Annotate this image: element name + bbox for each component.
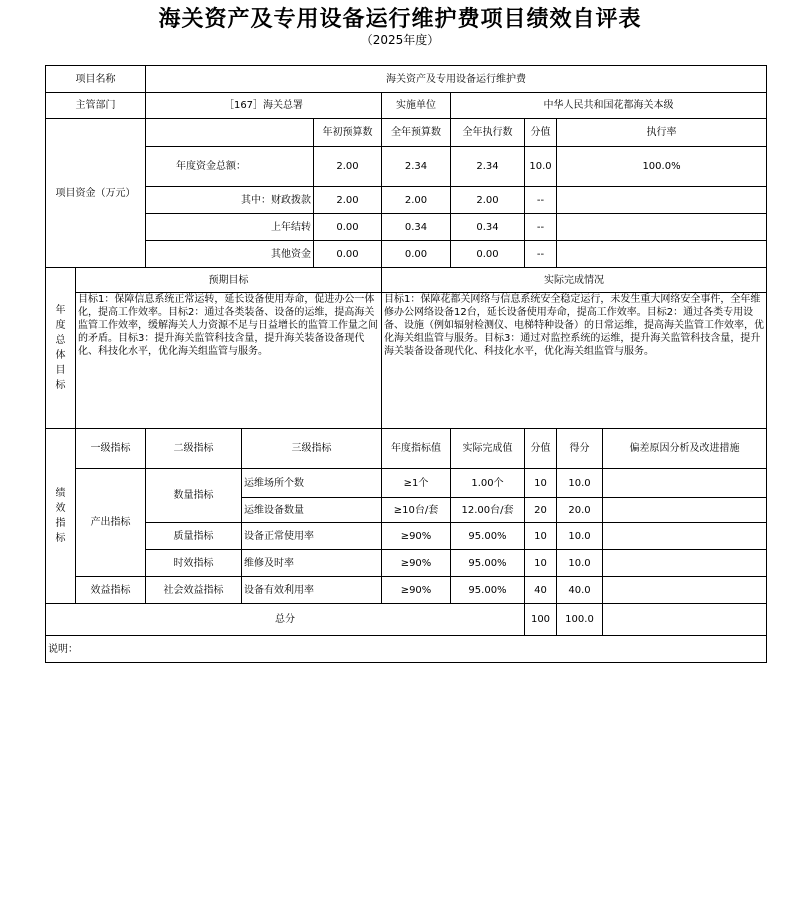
perf-weight: 40 — [525, 577, 557, 604]
perf-level2: 社会效益指标 — [146, 577, 242, 604]
funds-row-label: 上年结转 — [146, 214, 314, 241]
perf-row — [46, 469, 767, 498]
funds-header-initial: 年初预算数 — [314, 119, 382, 147]
perf-weight: 10 — [525, 550, 557, 577]
perf-header-level2: 二级指标 — [146, 429, 242, 469]
perf-header-note: 偏差原因分析及改进措施 — [603, 429, 767, 469]
perf-actual: 95.00% — [451, 577, 525, 604]
perf-level3: 运维设备数量 — [242, 498, 382, 523]
total-score: 100.0 — [557, 604, 603, 636]
funds-row-initial: 2.00 — [314, 147, 382, 187]
funds-row-rate — [557, 187, 767, 214]
goals-expected-text: 目标1：保障信息系统正常运转，延长设备使用寿命，促进办公一体化，提高工作效率。目标2：通过各类装备、设备的运维，提高海关监管工作效率，缓解海关人力资源不足与日益增长的监管工作量之间的矛盾。目标3：提升海关监管科技含量，提升海关装备设备现代化、科技化水平，优化海关组监管与服务。 — [76, 293, 382, 429]
funds-row-label: 其他资金 — [146, 241, 314, 268]
funds-row-weight: -- — [525, 241, 557, 268]
perf-actual: 95.00% — [451, 550, 525, 577]
goals-label: 年度总体目标 — [46, 268, 76, 429]
perf-header-weight: 分值 — [525, 429, 557, 469]
funds-row-initial: 0.00 — [314, 241, 382, 268]
perf-level3: 运维场所个数 — [242, 469, 382, 498]
perf-score: 10.0 — [557, 469, 603, 498]
funds-row-weight: 10.0 — [525, 147, 557, 187]
funds-row — [46, 187, 767, 214]
funds-row-label: 其中：财政拨款 — [146, 187, 314, 214]
funds-header-executed: 全年执行数 — [451, 119, 525, 147]
funds-row-executed: 2.34 — [451, 147, 525, 187]
funds-row-annual: 0.00 — [382, 241, 451, 268]
funds-row-initial: 0.00 — [314, 214, 382, 241]
perf-row — [46, 577, 767, 604]
perf-score: 10.0 — [557, 523, 603, 550]
goals-header-row — [46, 268, 767, 293]
perf-level1: 产出指标 — [76, 469, 146, 577]
funds-row — [46, 214, 767, 241]
perf-level2: 数量指标 — [146, 469, 242, 523]
perf-weight: 20 — [525, 498, 557, 523]
perf-level3: 设备正常使用率 — [242, 523, 382, 550]
funds-row — [46, 147, 767, 187]
funds-row — [46, 241, 767, 268]
evaluation-table — [45, 65, 767, 663]
funds-row-initial: 2.00 — [314, 187, 382, 214]
note-label: 说明： — [46, 636, 767, 663]
perf-target: ≥90% — [382, 550, 451, 577]
perf-target: ≥90% — [382, 577, 451, 604]
perf-actual: 12.00台/套 — [451, 498, 525, 523]
dept-label: 主管部门 — [46, 93, 146, 119]
funds-row-executed: 2.00 — [451, 187, 525, 214]
total-label: 总分 — [46, 604, 525, 636]
perf-target: ≥90% — [382, 523, 451, 550]
total-weight: 100 — [525, 604, 557, 636]
perf-actual: 95.00% — [451, 523, 525, 550]
funds-row-annual: 2.00 — [382, 187, 451, 214]
perf-weight: 10 — [525, 469, 557, 498]
perf-note — [603, 577, 767, 604]
dept-value: ［167］海关总署 — [146, 93, 382, 119]
perf-header-level3: 三级指标 — [242, 429, 382, 469]
funds-header-blank — [146, 119, 314, 147]
perf-note — [603, 469, 767, 498]
perf-actual: 1.00个 — [451, 469, 525, 498]
perf-target: ≥10台/套 — [382, 498, 451, 523]
perf-row — [46, 550, 767, 577]
funds-header-row — [46, 119, 767, 147]
goals-text-row — [46, 293, 767, 429]
project-name-label: 项目名称 — [46, 66, 146, 93]
funds-row-label: 年度资金总额： — [146, 147, 314, 187]
perf-note — [603, 498, 767, 523]
funds-row-executed: 0.34 — [451, 214, 525, 241]
funds-label: 项目资金（万元） — [46, 119, 146, 268]
perf-score: 40.0 — [557, 577, 603, 604]
perf-score: 10.0 — [557, 550, 603, 577]
page-subtitle: （2025年度） — [360, 33, 440, 47]
goals-expected-header: 预期目标 — [76, 268, 382, 293]
perf-score: 20.0 — [557, 498, 603, 523]
funds-row-annual: 0.34 — [382, 214, 451, 241]
dept-row — [46, 93, 767, 119]
funds-header-weight: 分值 — [525, 119, 557, 147]
funds-row-rate — [557, 241, 767, 268]
note-row — [46, 636, 767, 663]
funds-row-rate: 100.0% — [557, 147, 767, 187]
funds-row-weight: -- — [525, 214, 557, 241]
funds-row-weight: -- — [525, 187, 557, 214]
perf-row — [46, 523, 767, 550]
project-name-value: 海关资产及专用设备运行维护费 — [146, 66, 767, 93]
perf-note — [603, 550, 767, 577]
total-note — [603, 604, 767, 636]
perf-weight: 10 — [525, 523, 557, 550]
perf-header-target: 年度指标值 — [382, 429, 451, 469]
funds-row-annual: 2.34 — [382, 147, 451, 187]
perf-header-score: 得分 — [557, 429, 603, 469]
funds-header-rate: 执行率 — [557, 119, 767, 147]
perf-level3: 维修及时率 — [242, 550, 382, 577]
perf-level2: 质量指标 — [146, 523, 242, 550]
page-title: 海关资产及专用设备运行维护费项目绩效自评表 — [158, 6, 642, 32]
funds-row-executed: 0.00 — [451, 241, 525, 268]
goals-actual-header: 实际完成情况 — [382, 268, 767, 293]
perf-header-actual: 实际完成值 — [451, 429, 525, 469]
funds-header-annual: 全年预算数 — [382, 119, 451, 147]
perf-level1: 效益指标 — [76, 577, 146, 604]
perf-note — [603, 523, 767, 550]
perf-header-row — [46, 429, 767, 469]
perf-level2: 时效指标 — [146, 550, 242, 577]
perf-level3: 设备有效利用率 — [242, 577, 382, 604]
project-name-row — [46, 66, 767, 93]
perf-target: ≥1个 — [382, 469, 451, 498]
perf-header-level1: 一级指标 — [76, 429, 146, 469]
funds-row-rate — [557, 214, 767, 241]
goals-actual-text: 目标1：保障花都关网络与信息系统安全稳定运行，未发生重大网络安全事件，全年维修办公网络设备12台，延长设备使用寿命，提高工作效率。目标2：通过各类专用设备、设施（例如辐射检测仪、电梯特种设备）的日常运维，提高海关监管工作效率，优化海关组监管与服务。目标3：通过对监控系统的运维，提升海关监管科技含量，提升海关装备设备现代化、科技化水平，优化海关组监管与服务。 — [382, 293, 767, 429]
total-row — [46, 604, 767, 636]
perf-label: 绩效指标 — [46, 429, 76, 604]
impl-label: 实施单位 — [382, 93, 451, 119]
impl-value: 中华人民共和国花都海关本级 — [451, 93, 767, 119]
